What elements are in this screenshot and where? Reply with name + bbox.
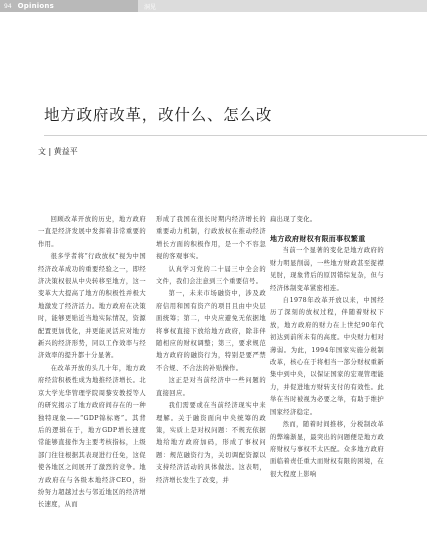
section-name: Opinions	[17, 2, 54, 10]
paragraph: 第一，未来市场融资中，涉及政府信用和国有资产的项目且由中央层面统筹；第二，中央应避免无依据地将事权直接下放给地方政府，除非伴随相应的财权调整；第三，要求规范地方政府的融资行为，特别是要严禁不合规、不合法的补贴操作。	[156, 290, 266, 372]
paragraph: 认真学习党的二十届三中全会的文件，我们会注意到三个重要信号。	[156, 265, 266, 286]
paragraph: 在改革开放的头几十年，地方政府经营积极性成为地推经济增长。北京大学光华管理学院周黎安教授等人的研究揭示了地方政府间存在的一种独特现象——“GDP锦标赛”。其背后的逻辑在于，地方GDP增长速度常能够直接作为主要考核指标，上级部门往往根据其表现进行任免，这促使各地区之间展开了激烈的竞争。地方政府在与各级本地经济CEO，纷纷努力超越过去与邻近地区的经济增长速度，从而	[38, 364, 146, 509]
header-section-block	[0, 0, 138, 12]
paragraph: 这正是对当前经济中一些问题的直接回应。	[156, 377, 266, 397]
paragraph: 扁出现了变化。	[270, 216, 317, 223]
paragraph: 当前一个显著的变化是地方政府的财力明显削弱，一些地方财政甚至捉襟见肘，现象背后的原因错综复杂，但与经济体制变革紧密相连。	[270, 247, 384, 292]
page-header	[0, 0, 427, 12]
page-number: 94	[4, 2, 12, 10]
paragraph: 然而，随着时间推移，分税制改革的弊端渐显，最突出的问题便是地方政府财权与事权不太匹配。众多地方政府面临着责任重大而财权有限的困境，在很大程度上影响	[270, 421, 384, 478]
article-title: 地方政府改革，改什么、怎么改	[44, 106, 273, 124]
paragraph: 回顾改革开放的历史，地方政府一直是经济发展中发挥着非常重要的作用。	[38, 216, 146, 248]
byline: 文 | 黄益平	[38, 147, 78, 156]
title-divider	[44, 135, 427, 136]
text-column-1	[38, 214, 146, 512]
header-subsection-block	[138, 0, 427, 12]
paragraph: 很多学者将“行政放权”视为中国经济改革成功的重要经验之一，即经济决策权很从中央转移至地方，这一变革大大提高了地方的积极性并极大地激发了经济活力。地方政府在决策时，能够更贴近当地实际情况，资源配置更加优化，并更能灵活应对地方新兴的经济形势，同以工作效率与经济效率的提升都十分显著。	[38, 253, 146, 360]
text-column-2	[156, 214, 266, 487]
section-name-cn: 洞见	[144, 3, 157, 11]
paragraph: 形成了我国在很长时期内经济增长的重要动力机制，行政放权在推动经济增长方面的积极作用，是一个不容忽视的客观事实。	[156, 216, 266, 261]
section-subheading: 地方政府财权有限而事权繁重	[270, 235, 366, 244]
text-column-3	[270, 214, 384, 481]
paragraph: 自1978年改革开放以来，中国经历了深刻的放权过程，伴随着财权下放，地方政府的财力在上世纪90年代初达到前所未有的高度。中央财力相对薄弱。为此，1994年国家实施分税制改革，核心在于将相当一部分财权重新集中到中央，以保证国家的宏观管理能力，并促进地方财转支付的有效性。此举在当时被视为必要之举，有助于维护国家经济稳定。	[270, 297, 384, 416]
paragraph: 我们需要或在当前经济现实中来理解。关于融资面向中央统筹的政策，实质上是对权问题：不规充依据地给地方政府加码，形成了事权问题：规范融资行为，关切调配资源以支持经济活动的具体做法。这表明，经济增长发生了改变，并	[156, 402, 266, 484]
